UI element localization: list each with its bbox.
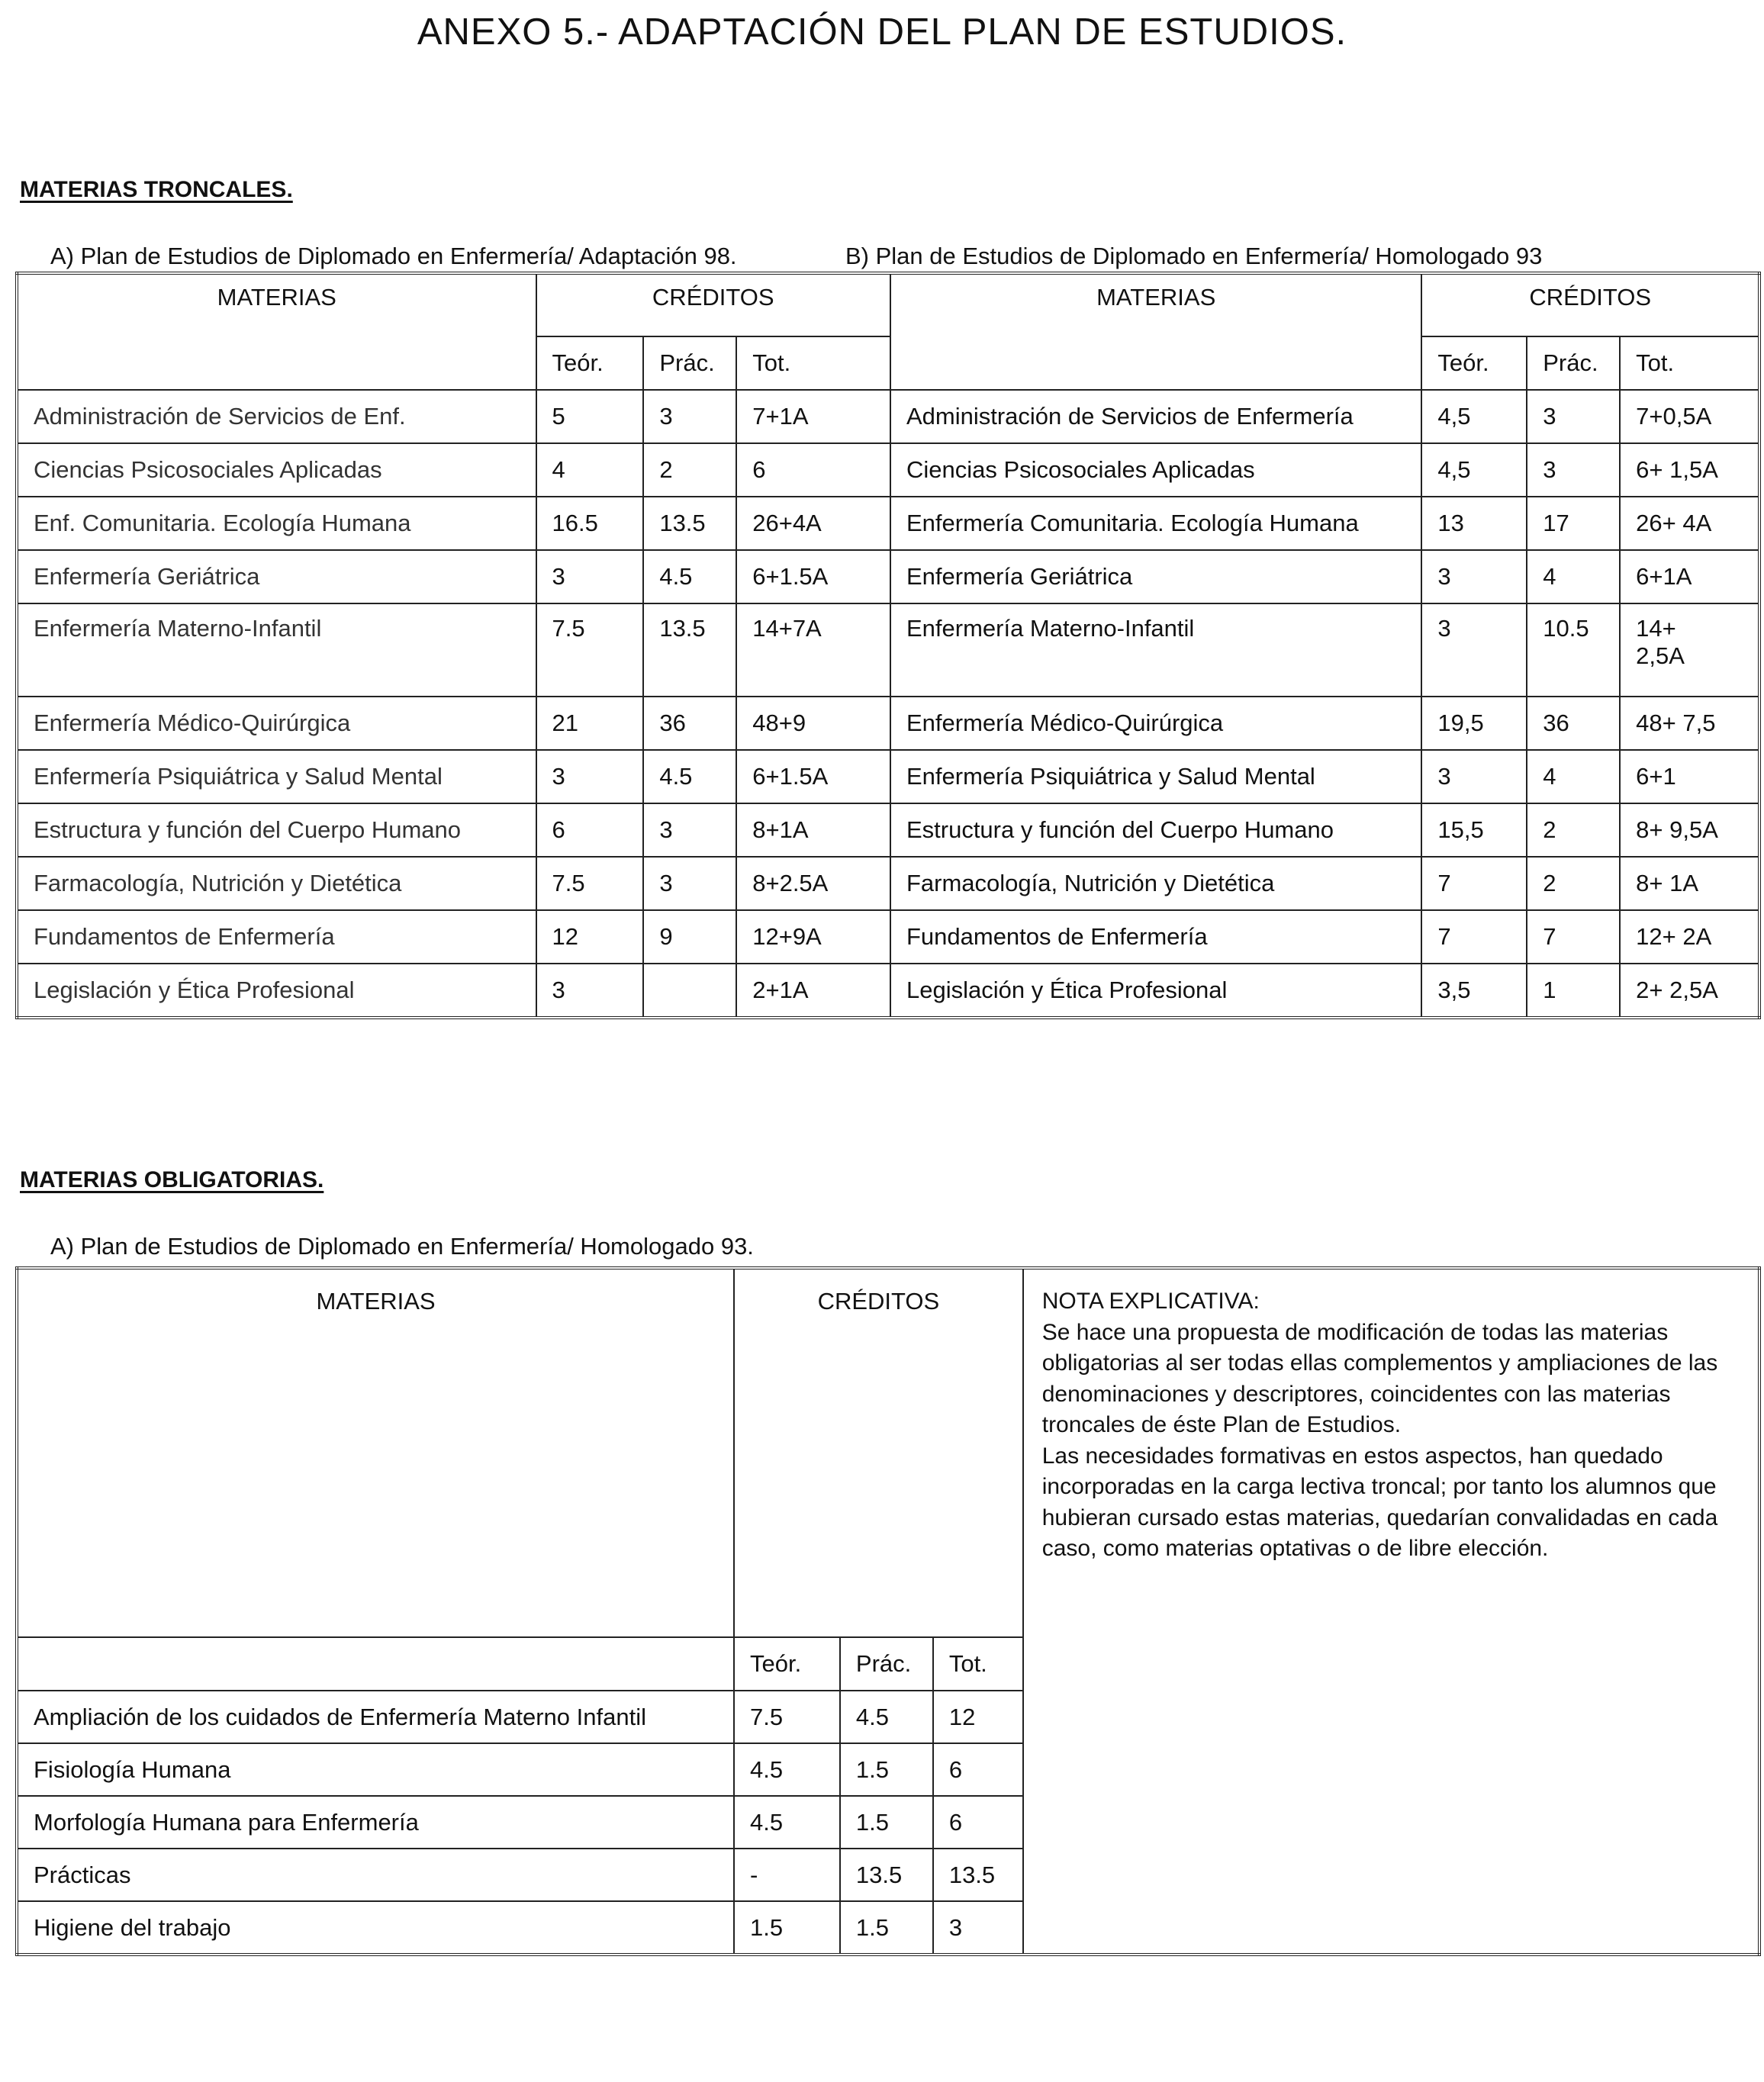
table-row [17,443,1759,497]
cell-a-prac: 36 [643,697,736,750]
troncales-plan-b-caption: B) Plan de Estudios de Diplomado en Enfermería/ Homologado 93 [845,243,1543,269]
cell-prac: 13.5 [840,1849,933,1901]
cell-b-prac: 4 [1527,750,1620,803]
col-header-prac: Prác. [840,1637,933,1691]
cell-a-tot: 6+1.5A [736,750,890,803]
col-header-teor-a: Teór. [536,336,644,390]
cell-teor: 4.5 [734,1743,840,1796]
cell-a-tot: 8+1A [736,803,890,857]
cell-b-name: Enfermería Materno-Infantil [890,603,1421,697]
cell-a-teor: 16.5 [536,497,644,550]
cell-b-teor: 7 [1421,857,1527,910]
cell-a-tot: 12+9A [736,910,890,964]
cell-a-teor: 3 [536,750,644,803]
cell-teor: 7.5 [734,1691,840,1743]
cell-a-tot: 8+2.5A [736,857,890,910]
cell-b-tot: 7+0,5A [1620,390,1759,443]
cell-b-prac: 7 [1527,910,1620,964]
cell-b-tot: 12+ 2A [1620,910,1759,964]
cell-a-prac: 9 [643,910,736,964]
table-row [17,497,1759,550]
cell-b-teor: 4,5 [1421,443,1527,497]
cell-a-prac: 4.5 [643,750,736,803]
cell-a-teor: 4 [536,443,644,497]
cell-a-prac: 13.5 [643,497,736,550]
cell-name: Fisiología Humana [17,1743,734,1796]
col-header-prac-b: Prác. [1527,336,1620,390]
cell-b-name: Enfermería Geriátrica [890,550,1421,603]
cell-tot: 3 [933,1901,1023,1955]
cell-prac: 1.5 [840,1743,933,1796]
cell-a-prac: 4.5 [643,550,736,603]
table-row [17,697,1759,750]
col-header-tot-b: Tot. [1620,336,1759,390]
cell-teor: 4.5 [734,1796,840,1849]
cell-b-name: Enfermería Comunitaria. Ecología Humana [890,497,1421,550]
cell-a-name: Enfermería Médico-Quirúrgica [17,697,536,750]
cell-a-teor: 3 [536,550,644,603]
troncales-plan-a-caption: A) Plan de Estudios de Diplomado en Enfermería/ Adaptación 98. [50,243,737,269]
cell-a-tot: 48+9 [736,697,890,750]
cell-a-name: Ciencias Psicosociales Aplicadas [17,443,536,497]
table-row [17,910,1759,964]
table-row [17,550,1759,603]
col-header-teor: Teór. [734,1637,840,1691]
col-header-materias: MATERIAS [17,1268,734,1637]
cell-b-name: Enfermería Médico-Quirúrgica [890,697,1421,750]
cell-a-prac: 3 [643,390,736,443]
obligatorias-plan-a-caption: A) Plan de Estudios de Diplomado en Enfermería/ Homologado 93. [50,1233,754,1260]
cell-a-tot: 14+7A [736,603,890,697]
page-title: ANEXO 5.- ADAPTACIÓN DEL PLAN DE ESTUDIOS. [417,11,1347,53]
cell-prac: 1.5 [840,1796,933,1849]
cell-a-name: Estructura y función del Cuerpo Humano [17,803,536,857]
obligatorias-heading: MATERIAS OBLIGATORIAS. [20,1167,324,1192]
col-header-materias-b: MATERIAS [890,273,1421,390]
cell-a-teor: 12 [536,910,644,964]
table-row [17,750,1759,803]
cell-tot: 13.5 [933,1849,1023,1901]
cell-b-prac: 10.5 [1527,603,1620,697]
cell-b-name: Fundamentos de Enfermería [890,910,1421,964]
cell-b-teor: 3 [1421,550,1527,603]
cell-b-prac: 2 [1527,803,1620,857]
cell-a-name: Enfermería Materno-Infantil [17,603,536,697]
cell-tot: 6 [933,1796,1023,1849]
col-header-teor-b: Teór. [1421,336,1527,390]
col-header-creditos-b: CRÉDITOS [1421,273,1759,336]
cell-a-tot: 6+1.5A [736,550,890,603]
table-row [17,857,1759,910]
cell-a-prac: 3 [643,857,736,910]
troncales-table [15,272,1761,1019]
cell-b-tot: 6+1A [1620,550,1759,603]
cell-b-teor: 13 [1421,497,1527,550]
cell-b-tot: 26+ 4A [1620,497,1759,550]
col-header-creditos: CRÉDITOS [734,1268,1023,1637]
cell-b-prac: 1 [1527,964,1620,1018]
explanatory-note: NOTA EXPLICATIVA: Se hace una propuesta de modificación de todas las materias obligatorias al ser todas ellas complementos y ampliaciones de las denominaciones y descriptores, coincidentes con las materias troncales de éste Plan de Estudios. Las necesidades formativas en estos aspectos, han quedado incorporadas en la carga lectiva troncal; por tanto los alumnos que hubieran cursado estas materias, quedarían convalidadas en cada caso, como materias optativas o de libre elección. [1023,1268,1759,1955]
cell-a-prac: 2 [643,443,736,497]
cell-b-teor: 15,5 [1421,803,1527,857]
cell-a-name: Administración de Servicios de Enf. [17,390,536,443]
cell-a-name: Enf. Comunitaria. Ecología Humana [17,497,536,550]
cell-b-teor: 3 [1421,603,1527,697]
cell-prac: 4.5 [840,1691,933,1743]
cell-a-prac: 3 [643,803,736,857]
obligatorias-table [15,1266,1761,1956]
cell-b-name: Farmacología, Nutrición y Dietética [890,857,1421,910]
table-row [17,603,1759,697]
cell-name: Prácticas [17,1849,734,1901]
cell-b-teor: 3 [1421,750,1527,803]
cell-b-name: Administración de Servicios de Enfermería [890,390,1421,443]
col-header-prac-a: Prác. [643,336,736,390]
cell-a-teor: 5 [536,390,644,443]
cell-b-name: Legislación y Ética Profesional [890,964,1421,1018]
cell-b-teor: 7 [1421,910,1527,964]
cell-teor: 1.5 [734,1901,840,1955]
cell-b-tot: 8+ 9,5A [1620,803,1759,857]
col-header-tot: Tot. [933,1637,1023,1691]
cell-b-name: Enfermería Psiquiátrica y Salud Mental [890,750,1421,803]
cell-name: Ampliación de los cuidados de Enfermería Materno Infantil [17,1691,734,1743]
cell-b-prac: 3 [1527,443,1620,497]
cell-b-prac: 36 [1527,697,1620,750]
cell-a-name: Enfermería Psiquiátrica y Salud Mental [17,750,536,803]
cell-b-tot: 48+ 7,5 [1620,697,1759,750]
cell-a-name: Enfermería Geriátrica [17,550,536,603]
cell-a-name: Farmacología, Nutrición y Dietética [17,857,536,910]
cell-tot: 6 [933,1743,1023,1796]
cell-b-tot: 14+ 2,5A [1620,603,1759,697]
cell-a-tot: 2+1A [736,964,890,1018]
col-header-blank [17,1637,734,1691]
cell-name: Morfología Humana para Enfermería [17,1796,734,1849]
cell-a-tot: 26+4A [736,497,890,550]
cell-a-teor: 21 [536,697,644,750]
cell-b-teor: 3,5 [1421,964,1527,1018]
cell-a-prac: 13.5 [643,603,736,697]
cell-b-tot: 2+ 2,5A [1620,964,1759,1018]
cell-a-teor: 7.5 [536,857,644,910]
cell-tot: 12 [933,1691,1023,1743]
table-row [17,390,1759,443]
cell-a-name: Fundamentos de Enfermería [17,910,536,964]
cell-teor: - [734,1849,840,1901]
cell-b-tot: 6+ 1,5A [1620,443,1759,497]
col-header-tot-a: Tot. [736,336,890,390]
table-row [17,964,1759,1018]
cell-a-teor: 6 [536,803,644,857]
cell-a-tot: 6 [736,443,890,497]
col-header-materias-a: MATERIAS [17,273,536,390]
cell-b-teor: 4,5 [1421,390,1527,443]
troncales-heading: MATERIAS TRONCALES. [20,177,293,202]
cell-b-name: Ciencias Psicosociales Aplicadas [890,443,1421,497]
cell-b-prac: 3 [1527,390,1620,443]
cell-b-prac: 2 [1527,857,1620,910]
table-row [17,803,1759,857]
cell-b-tot: 6+1 [1620,750,1759,803]
cell-name: Higiene del trabajo [17,1901,734,1955]
cell-b-prac: 17 [1527,497,1620,550]
cell-a-teor: 3 [536,964,644,1018]
cell-b-teor: 19,5 [1421,697,1527,750]
cell-b-tot: 8+ 1A [1620,857,1759,910]
cell-prac: 1.5 [840,1901,933,1955]
cell-a-name: Legislación y Ética Profesional [17,964,536,1018]
cell-b-prac: 4 [1527,550,1620,603]
cell-a-teor: 7.5 [536,603,644,697]
col-header-creditos-a: CRÉDITOS [536,273,890,336]
cell-b-name: Estructura y función del Cuerpo Humano [890,803,1421,857]
cell-a-tot: 7+1A [736,390,890,443]
cell-a-prac [643,964,736,1018]
